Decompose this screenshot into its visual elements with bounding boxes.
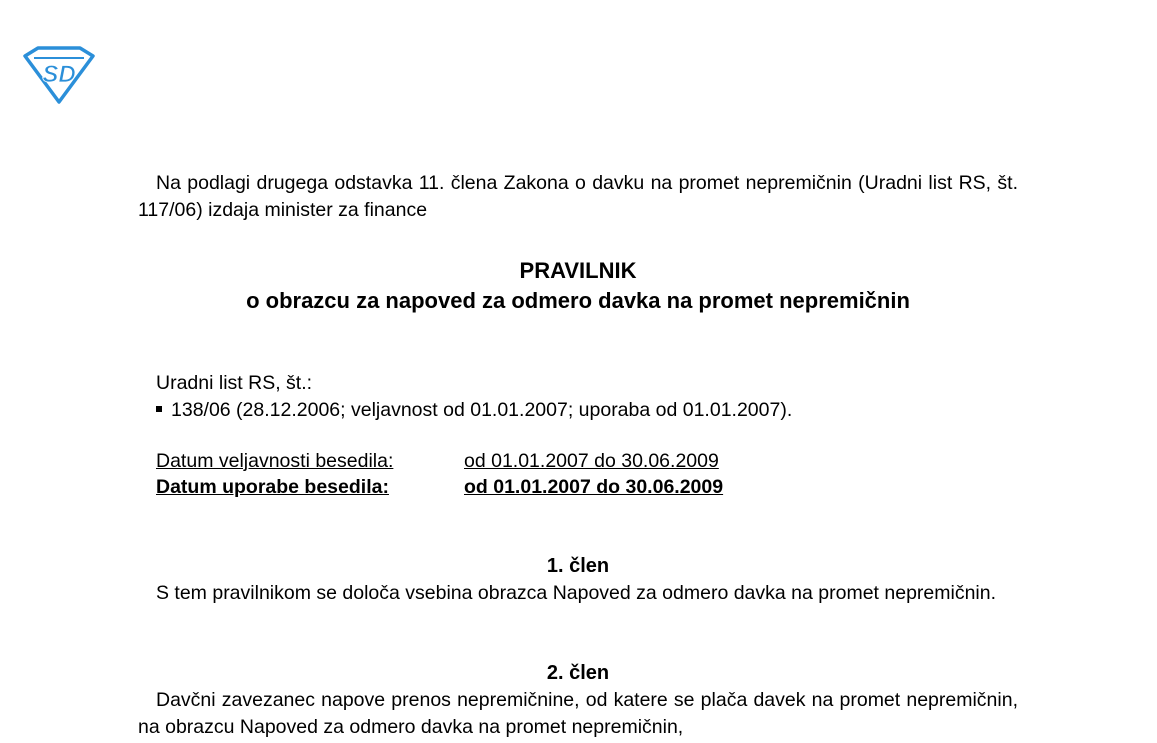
publication-item-text: 138/06 (28.12.2006; veljavnost od 01.01.2007; uporaba od 01.01.2007). bbox=[171, 399, 793, 421]
publication-item bbox=[156, 397, 792, 424]
validity-value: od 01.01.2007 do 30.06.2009 bbox=[464, 450, 719, 472]
sd-shield-logo-icon bbox=[22, 46, 96, 104]
article-2-heading: 2. člen bbox=[546, 662, 610, 684]
validity-label: Datum veljavnosti besedila: bbox=[156, 450, 394, 472]
use-value: od 01.01.2007 do 30.06.2009 bbox=[464, 476, 724, 498]
use-date-row bbox=[156, 474, 723, 501]
logo-lettering: SD bbox=[42, 61, 76, 88]
title-sub: o obrazcu za napoved za odmero davka na promet nepremičnin bbox=[246, 288, 910, 313]
title-main: PRAVILNIK bbox=[519, 258, 637, 283]
document-title bbox=[138, 256, 1018, 316]
article-1-text: S tem pravilnikom se določa vsebina obrazca Napoved za odmero davka na promet nepremičnin. bbox=[156, 582, 997, 604]
use-label: Datum uporabe besedila: bbox=[156, 476, 389, 498]
publication-label: Uradni list RS, št.: bbox=[156, 372, 313, 394]
article-1-heading: 1. člen bbox=[546, 555, 610, 577]
article-2-text: Davčni zavezanec napove prenos nepremičnine, od katere se plača davek na promet nepremičnin, na obrazcu Napoved za odmero davka na promet nepremičnin, bbox=[138, 689, 1018, 738]
bullet-icon bbox=[156, 406, 162, 412]
intro-paragraph: Na podlagi drugega odstavka 11. člena Zakona o davku na promet nepremičnin (Uradni list RS, št. 117/06) izdaja minister za finance bbox=[138, 172, 1018, 221]
validity-date-row bbox=[156, 448, 719, 475]
